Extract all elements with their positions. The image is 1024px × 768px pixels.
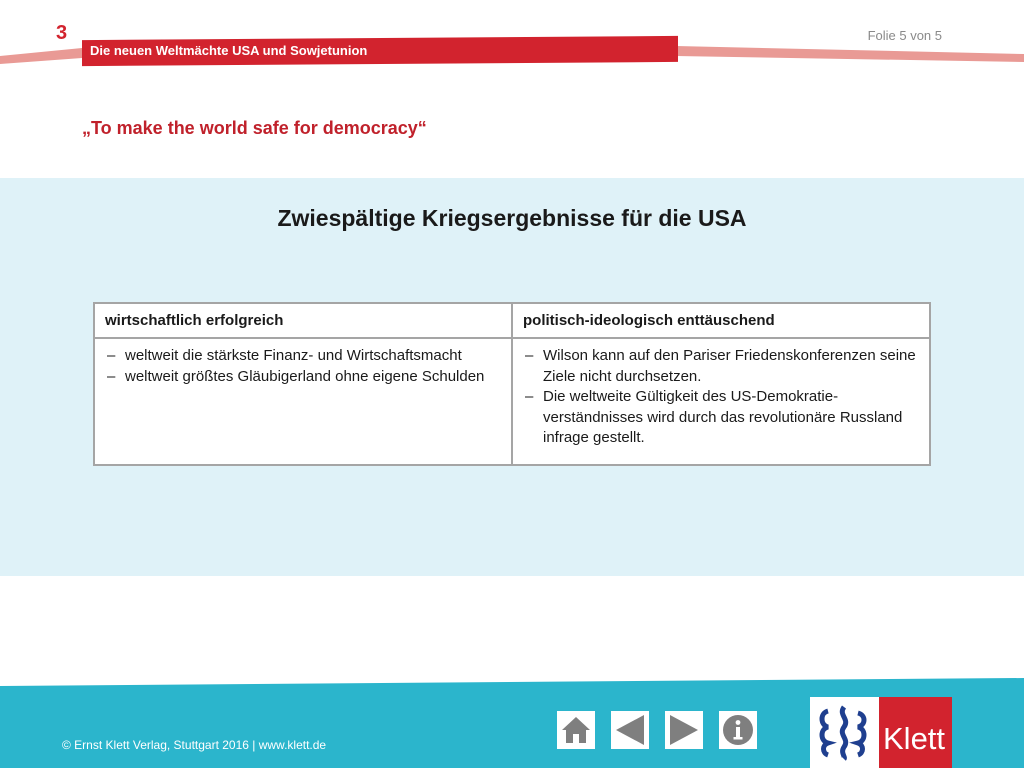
- chapter-title: Die neuen Weltmächte USA und Sowjetunion: [90, 43, 368, 58]
- column-header-economic: wirtschaftlich erfolgreich: [94, 303, 512, 338]
- klett-logo-text: Klett: [883, 721, 946, 756]
- column-header-political: politisch-ideologisch enttäuschend: [512, 303, 930, 338]
- bullet-list: [105, 346, 501, 387]
- klett-emblem-icon: [810, 697, 879, 768]
- list-item: – weltweit größtes Gläubigerland ohne eigene Schulden: [105, 367, 501, 388]
- copyright-text: © Ernst Klett Verlag, Stuttgart 2016 | www.klett.de: [62, 738, 327, 752]
- slide-subtitle: „To make the world safe for democracy“: [82, 118, 427, 138]
- table-cell-political: [512, 338, 930, 465]
- next-slide-button[interactable]: [665, 711, 703, 749]
- table-row: [94, 338, 930, 465]
- home-icon: [557, 711, 595, 749]
- info-icon: [719, 711, 757, 749]
- table-header-row: [94, 303, 930, 338]
- list-item: – Die weltweite Gültigkeit des US-Demokratie-verständnisses wird durch das revolutionäre Russland infrage gestellt.: [523, 387, 919, 449]
- info-button[interactable]: [719, 711, 757, 749]
- previous-slide-button[interactable]: [611, 711, 649, 749]
- comparison-table: [93, 302, 931, 466]
- table-cell-economic: [94, 338, 512, 465]
- slide-counter: Folie 5 von 5: [867, 28, 942, 43]
- chapter-number: 3: [56, 22, 68, 44]
- home-button[interactable]: [557, 711, 595, 749]
- list-item: – Wilson kann auf den Pariser Friedenskonferenzen seine Ziele nicht durchsetzen.: [523, 346, 919, 387]
- main-heading: Zwiespältige Kriegsergebnisse für die USA: [277, 205, 747, 231]
- list-item: – weltweit die stärkste Finanz- und Wirtschaftsmacht: [105, 346, 501, 367]
- arrow-right-icon: [665, 711, 703, 749]
- arrow-left-icon: [611, 711, 649, 749]
- bullet-list: [523, 346, 919, 449]
